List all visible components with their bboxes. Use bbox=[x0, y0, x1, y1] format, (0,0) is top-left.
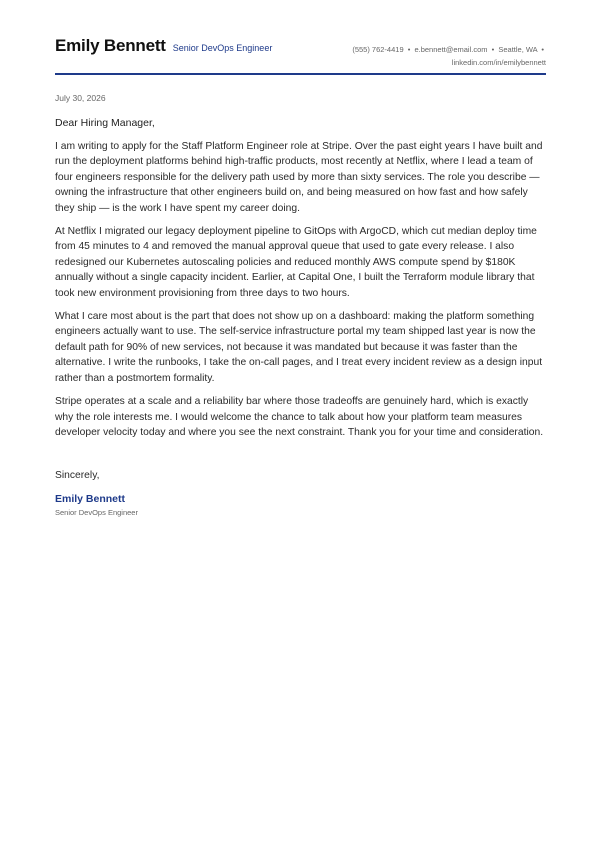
applicant-role: Senior DevOps Engineer bbox=[172, 43, 273, 53]
letter-header bbox=[55, 36, 546, 69]
phone: (555) 762-4419 bbox=[352, 45, 404, 54]
separator: • bbox=[407, 45, 411, 54]
signature-role: Senior DevOps Engineer bbox=[55, 508, 138, 517]
letter-body bbox=[55, 139, 546, 448]
letter-date: July 30, 2026 bbox=[55, 93, 106, 103]
email: e.bennett@email.com bbox=[414, 45, 488, 54]
contact-line-1 bbox=[352, 44, 546, 57]
paragraph: At Netflix I migrated our legacy deployment pipeline to GitOps with ArgoCD, which cut median deploy time from 45 minutes to 4 and removed the manual approval queue that used to gate every release. I also redesigned our Kubernetes autoscaling policies and reduced monthly AWS compute spend by $180K annually without a single capacity incident. Earlier, at Capital One, I built the Terraform module library that took new environment provisioning from three days to two hours. bbox=[55, 226, 537, 299]
contact-info bbox=[352, 44, 546, 69]
header-divider bbox=[55, 73, 546, 75]
applicant-name: Emily Bennett bbox=[55, 36, 166, 55]
paragraph: I am writing to apply for the Staff Platform Engineer role at Stripe. Over the past eight years I have built and run the deployment platforms behind high-traffic products, most recently at Netflix, where I lead a team of four engineers responsible for the delivery path used by more than sixty services. The role you describe — owning the infrastructure that other engineers build on, and being measured on how fast and how safely they ship — is the work I have spent my career doing. bbox=[55, 141, 543, 214]
closing: Sincerely, bbox=[55, 470, 100, 481]
signature-name: Emily Bennett bbox=[55, 493, 126, 505]
paragraph: What I care most about is the part that does not show up on a dashboard: making the platform something engineers actually want to use. The self-service infrastructure portal my team shipped last year is now the default path for 90% of new services, not because it was mandated but because it was faster than the alternative. I write the runbooks, I take the on-call pages, and I treat every incident review as a design input rather than a postmortem formality. bbox=[55, 311, 543, 384]
contact-line-2 bbox=[352, 57, 546, 70]
separator: • bbox=[491, 45, 495, 54]
salutation: Dear Hiring Manager, bbox=[55, 117, 155, 129]
separator: • bbox=[541, 45, 544, 54]
paragraph: Stripe operates at a scale and a reliability bar where those tradeoffs are genuinely hard, which is exactly why the role interests me. I would welcome the chance to talk about how your platform team measures developer velocity today and where you see the next constraint. Thank you for your time and consideration. bbox=[55, 396, 544, 438]
location: Seattle, WA bbox=[498, 45, 538, 54]
name-block bbox=[55, 36, 272, 56]
linkedin-link[interactable]: linkedin.com/in/emilybennett bbox=[451, 57, 546, 67]
